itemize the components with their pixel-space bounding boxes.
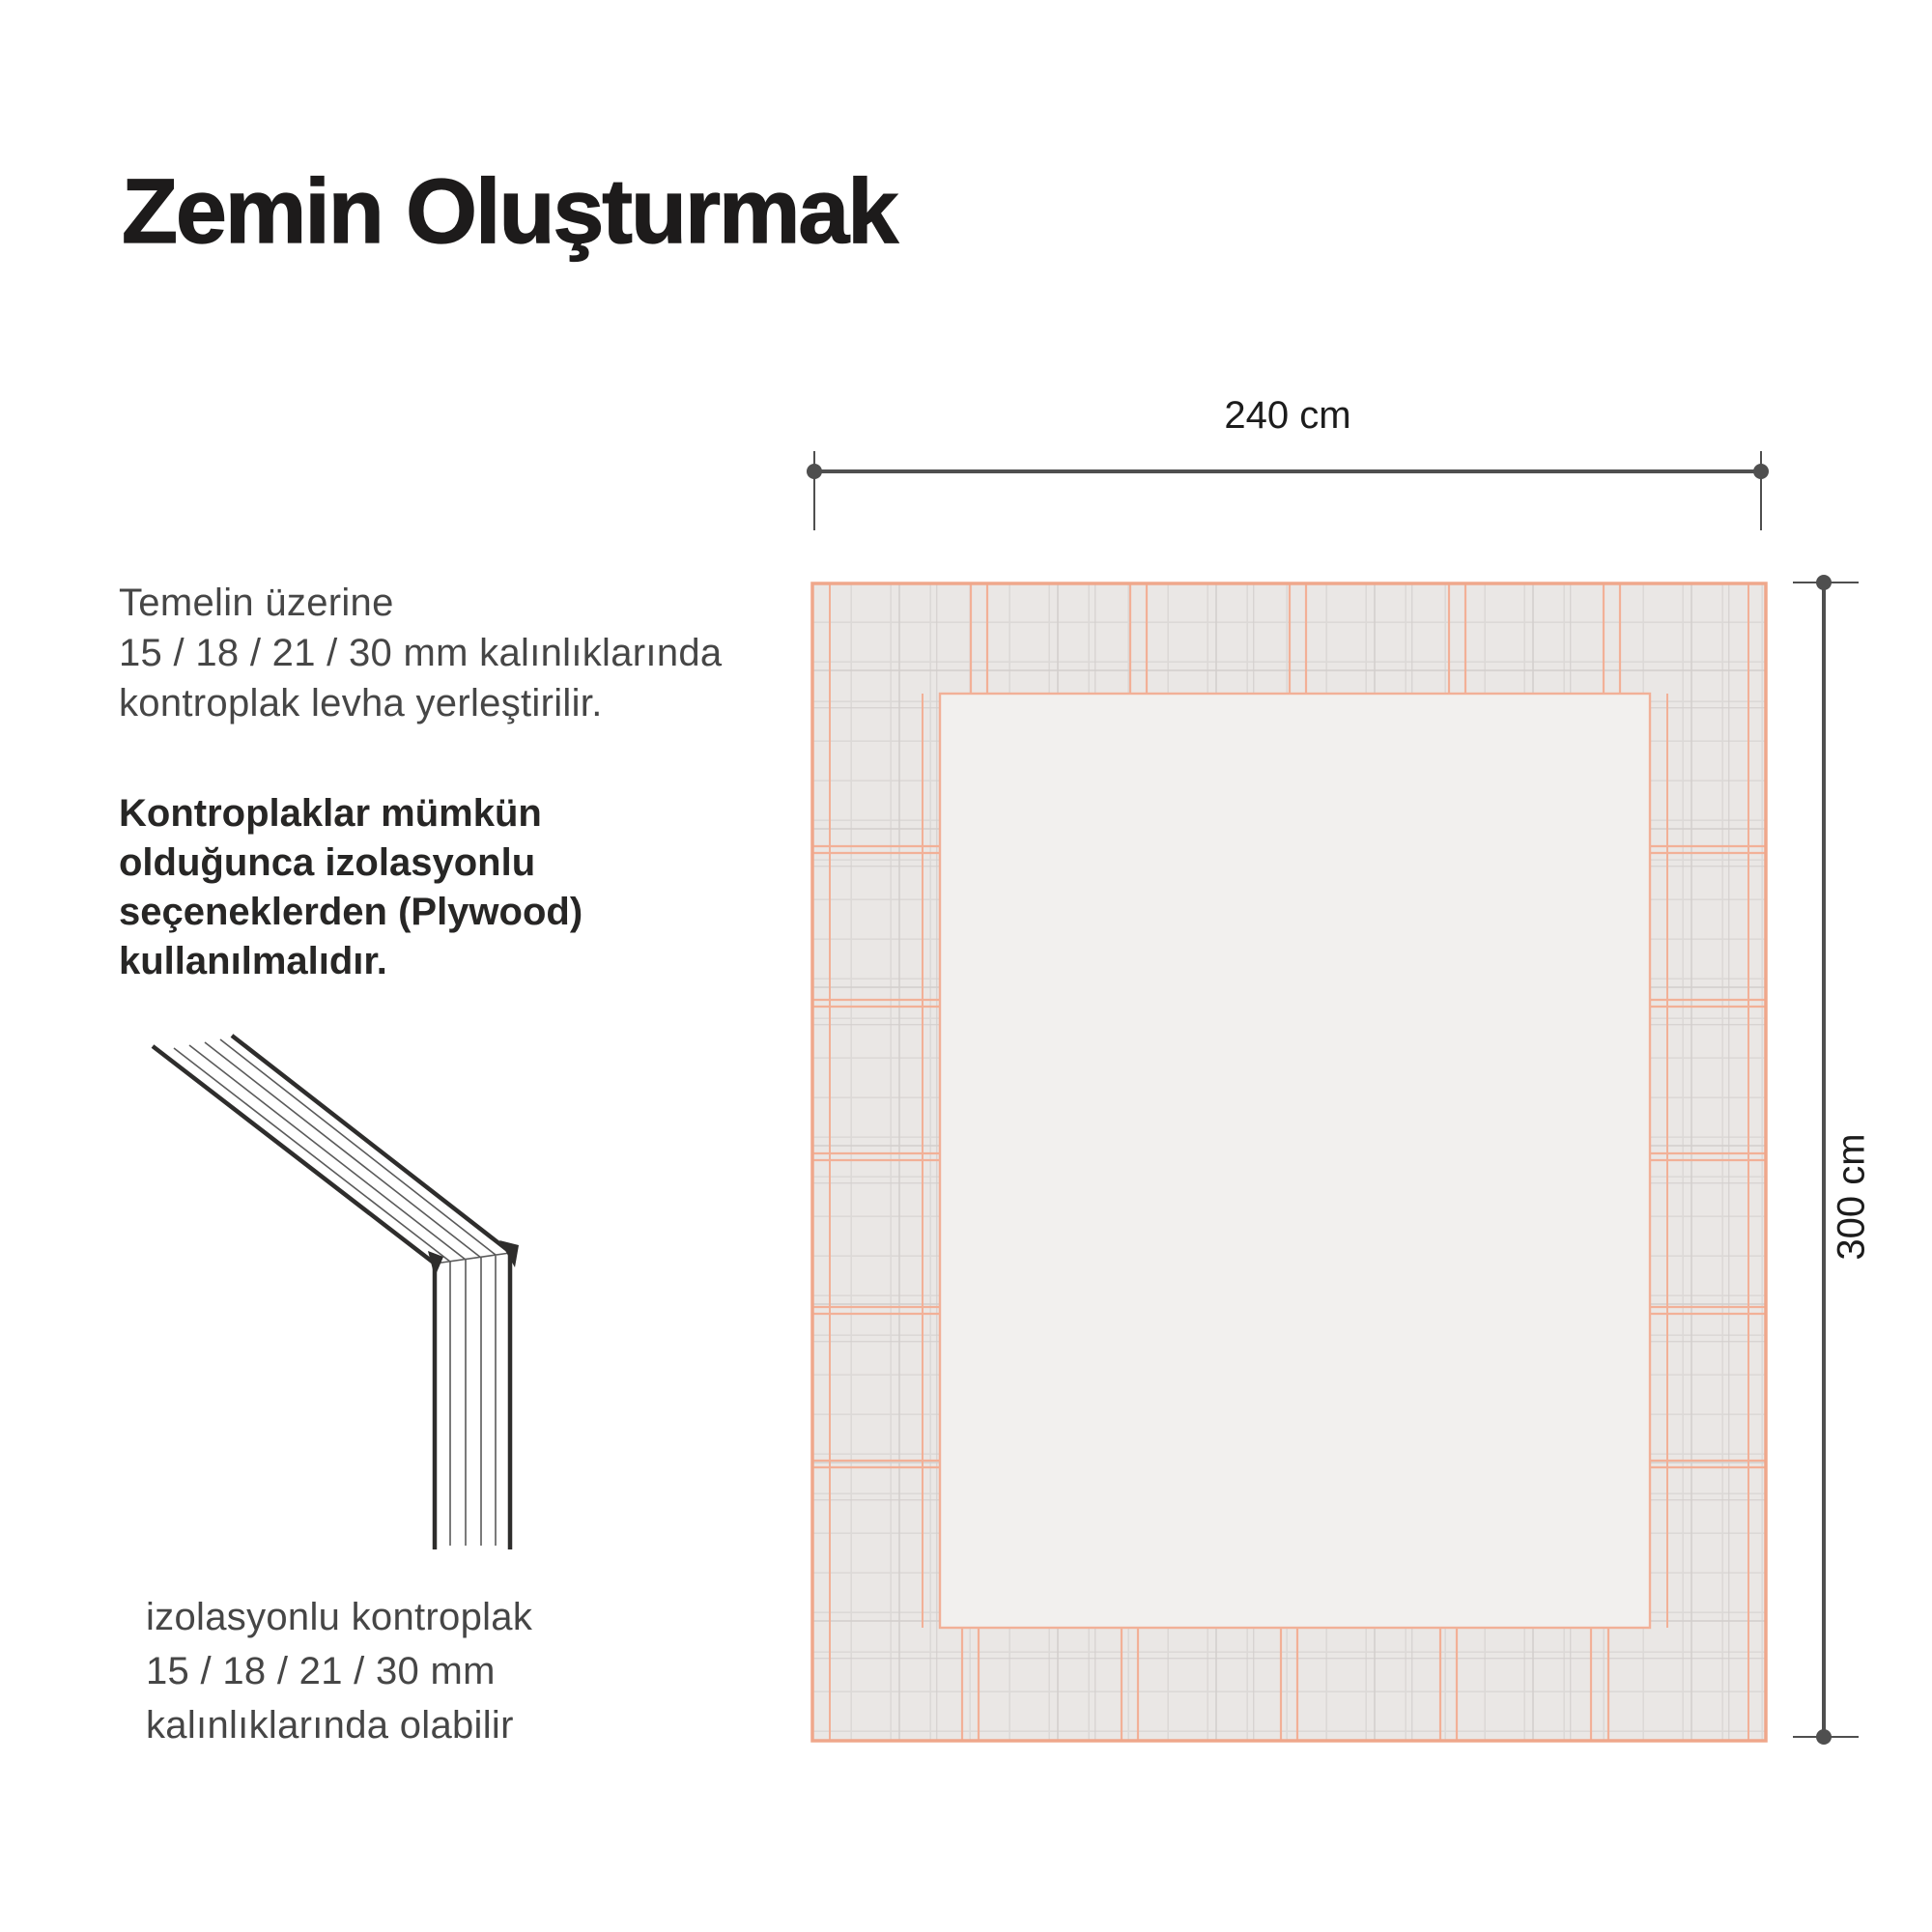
width-dimension-label: 240 cm: [1224, 394, 1351, 437]
intro-line: Temelin üzerine: [119, 582, 394, 624]
caption-line: kalınlıklarında olabilir: [146, 1704, 514, 1747]
note-line: seçeneklerden (Plywood): [119, 891, 583, 933]
intro-line: kontroplak levha yerleştirilir.: [119, 682, 603, 724]
interior-area: [940, 694, 1650, 1628]
intro-line: 15 / 18 / 21 / 30 mm kalınlıklarında: [119, 632, 723, 674]
caption-line: izolasyonlu kontroplak: [146, 1596, 533, 1638]
caption-line: 15 / 18 / 21 / 30 mm: [146, 1650, 496, 1692]
floor-panels: [812, 583, 1766, 1741]
note-line: Kontroplaklar mümkün: [119, 792, 542, 835]
note-line: olduğunca izolasyonlu: [119, 841, 536, 884]
note-line: kullanılmalıdır.: [119, 940, 387, 982]
page-title: Zemin Oluşturmak: [122, 160, 897, 263]
width-dimension: [807, 451, 1769, 530]
height-dimension-label: 300 cm: [1830, 1133, 1873, 1261]
